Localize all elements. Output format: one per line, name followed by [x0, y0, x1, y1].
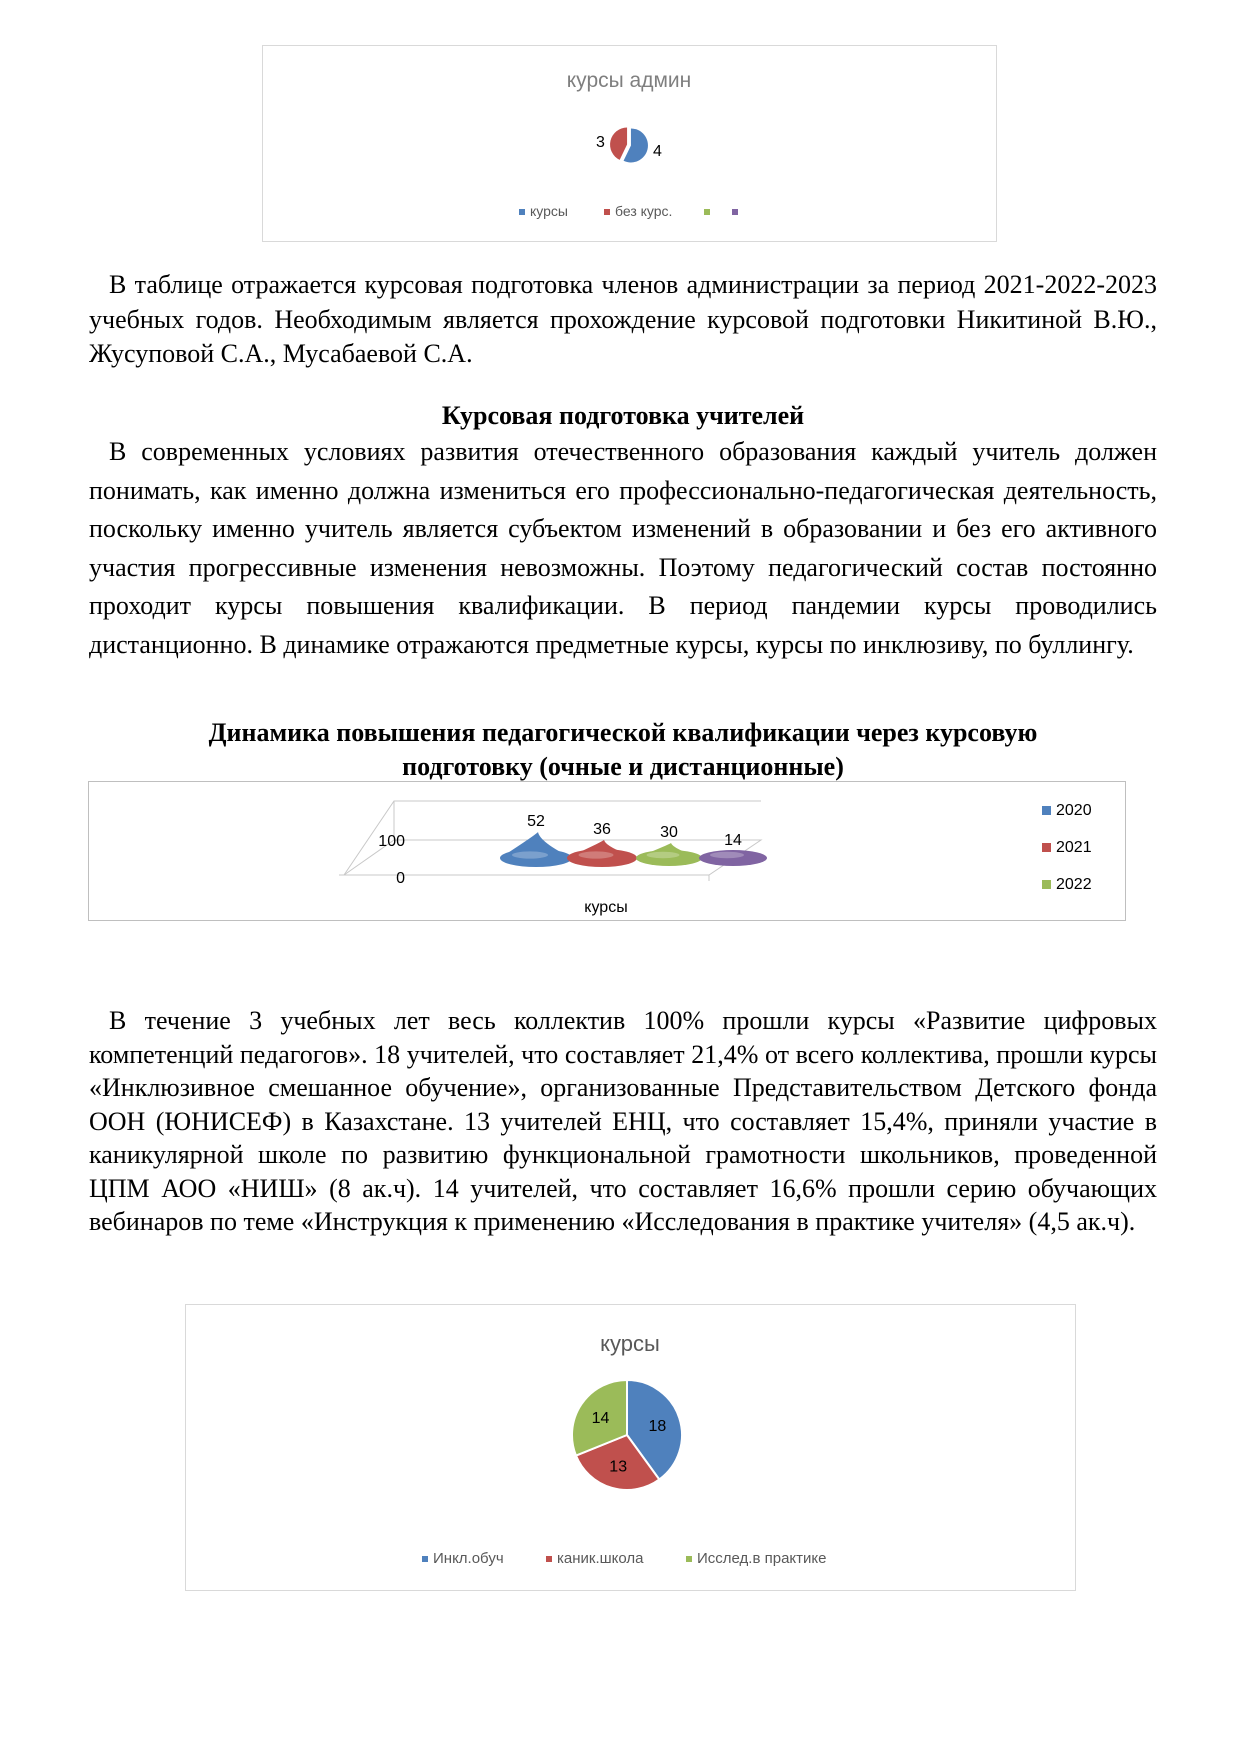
courses-legend-marker-1 [546, 1556, 552, 1562]
cone-0 [500, 832, 572, 867]
paragraph-modern-conditions: В современных условиях развития отечественного образования каждый учитель должен понимать, как именно должна измениться его профессионально-педагогическая деятельность, поскольку именно учитель является субъектом изменений в образовании и без его активного участия прогрессивные изменения невозможны. Поэтому педагогический состав постоянно проходит курсы повышения квалификации. В период пандемии курсы проводились дистанционно. В динамике отражаются предметные курсы, курсы по инклюзиву, по буллингу. [89, 437, 1157, 659]
chart-title: курсы [600, 1331, 660, 1356]
courses-legend-label-0: Инкл.обуч [433, 1550, 504, 1567]
courses-pie-label-2: 14 [591, 1410, 610, 1428]
heading-qualification-dynamics: Динамика повышения педагогической квалификации через курсовую подготовку (очные и дистанционные) [208, 718, 1038, 781]
chart-teacher-courses-svg [186, 1305, 1075, 1590]
admin-pie-label-1: 3 [596, 134, 605, 151]
series-legend-label-1: 2021 [1056, 839, 1092, 856]
admin-pie-label-0: 4 [653, 143, 662, 160]
series-legend-label-0: 2020 [1056, 802, 1092, 819]
admin-legend-label-1: без курс. [615, 203, 673, 219]
cone-2 [636, 843, 702, 866]
x-axis-label: курсы [584, 899, 628, 916]
y-tick-label-100: 100 [378, 833, 405, 850]
admin-legend-marker-3 [732, 209, 738, 215]
series-legend-label-2: 2022 [1056, 876, 1092, 893]
cone-highlight-1 [579, 851, 614, 858]
chart-admin-courses-svg [263, 46, 996, 241]
courses-legend-marker-2 [686, 1556, 692, 1562]
cone-value-label-1: 36 [593, 821, 611, 838]
chart-qualification-svg [89, 782, 1125, 920]
chart-teacher-courses [185, 1304, 1076, 1591]
cone-highlight-2 [647, 852, 680, 858]
cone-value-label-2: 30 [660, 824, 678, 841]
paragraph-admin-training: В таблице отражается курсовая подготовка членов администрации за период 2021-2022-2023 учебных годов. Необходимым является прохождение курсовой подготовки Никитиной В.Ю., Жусуповой С.А., Мусабаевой С.А. [89, 270, 1157, 368]
cone-1 [567, 840, 637, 867]
cone-highlight-0 [512, 851, 548, 858]
y-tick-label-0: 0 [396, 870, 405, 887]
chart-title: курсы админ [566, 69, 692, 92]
courses-pie-label-0: 18 [648, 1418, 667, 1436]
admin-pie-slice-0 [624, 128, 648, 162]
admin-legend-marker-1 [604, 209, 610, 215]
admin-legend-label-0: курсы [530, 203, 568, 219]
admin-legend-marker-0 [519, 209, 525, 215]
paragraph-three-years: В течение 3 учебных лет весь коллектив 100% прошли курсы «Развитие цифровых компетенций педагогов». 18 учителей, что составляет 21,4% от всего коллектива, прошли курсы «Инклюзивное смешанное обучение», организованные Представительством Детского фонда ООН (ЮНИСЕФ) в Казахстане. 13 учителей ЕНЦ, что составляет 15,4%, приняли участие в каникулярной школе по развитию функциональной грамотности школьников, проведенной ЦПМ АОО «НИШ» (8 ак.ч). 14 учителей, что составляет 16,6% прошли серию обучающих вебинаров по теме «Инструкция к применению «Исследования в практике учителя» (4,5 ак.ч). [89, 1006, 1157, 1236]
cone-value-label-0: 52 [527, 813, 545, 830]
cone-highlight-3 [710, 852, 744, 858]
courses-legend-label-1: каник.школа [557, 1550, 644, 1567]
cone-value-label-3: 14 [724, 832, 742, 849]
series-legend-marker-2 [1042, 880, 1051, 889]
admin-pie-slice-1 [610, 128, 627, 160]
courses-legend-marker-0 [422, 1556, 428, 1562]
series-legend-marker-1 [1042, 843, 1051, 852]
admin-legend-marker-2 [704, 209, 710, 215]
courses-legend-label-2: Исслед.в практике [697, 1550, 827, 1567]
series-legend-marker-0 [1042, 806, 1051, 815]
heading-teacher-training: Курсовая подготовка учителей [441, 401, 805, 430]
cone-3 [699, 850, 767, 866]
chart-qualification-dynamics [88, 781, 1126, 921]
courses-pie-label-1: 13 [609, 1458, 628, 1476]
chart-admin-courses [262, 45, 997, 242]
